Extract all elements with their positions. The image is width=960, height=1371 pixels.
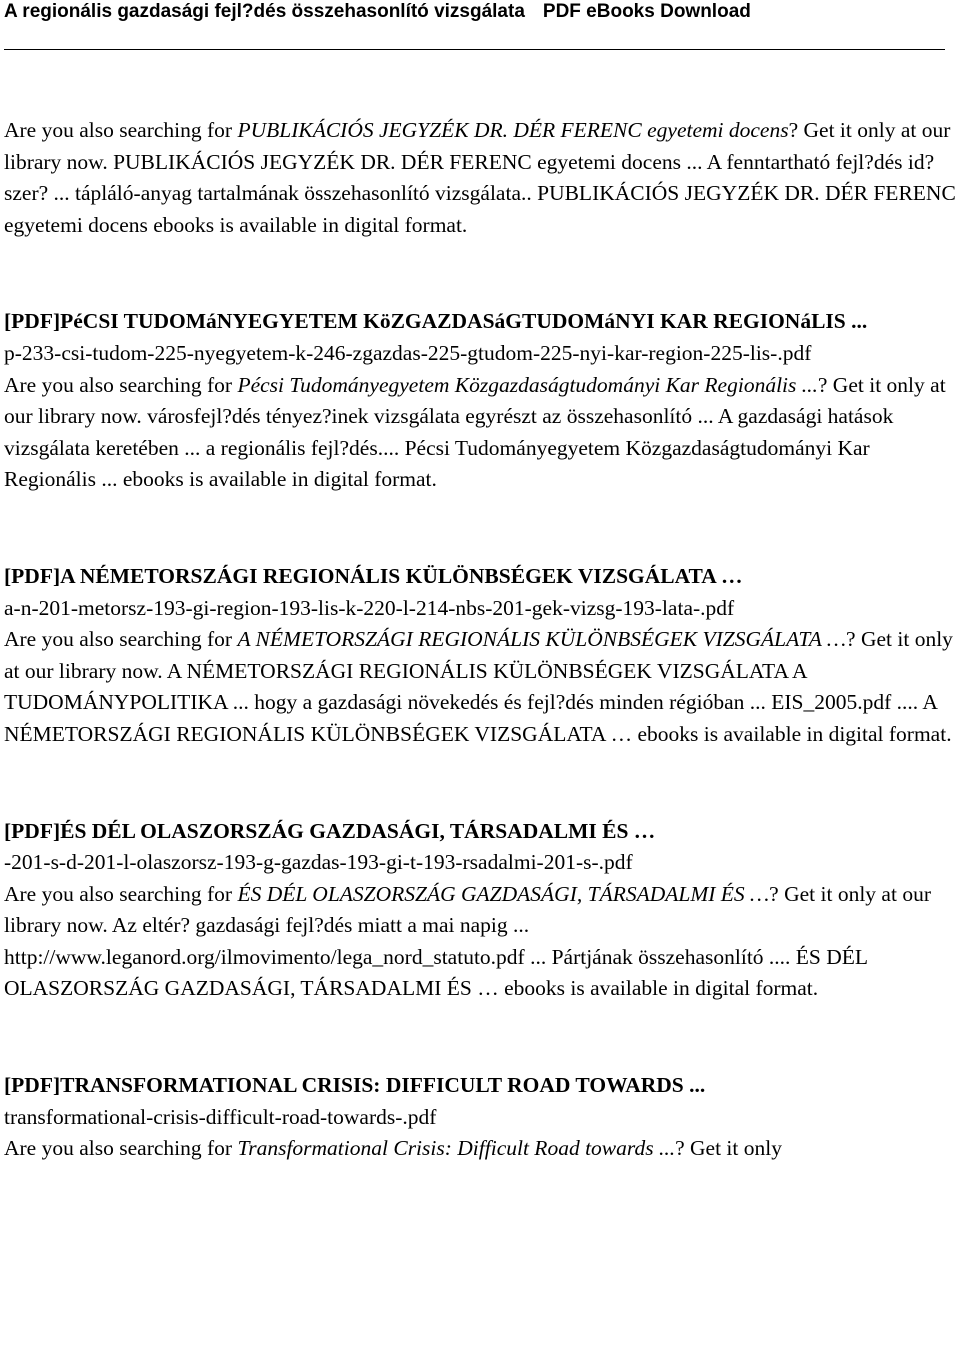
entry-query: A NÉMETORSZÁGI REGIONÁLIS KÜLÖNBSÉGEK VIZSGÁLATA … xyxy=(237,627,847,652)
entry-query: Transformational Crisis: Difficult Road towards ... xyxy=(237,1136,676,1161)
entry-title-link[interactable]: [PDF]ÉS DÉL OLASZORSZÁG GAZDASÁGI, TÁRSADALMI ÉS … xyxy=(4,818,656,843)
entry-rest: ? Get it only at our library now. városfejl?dés tényez?inek vizsgálata egyrészt az összehasonlító ... A gazdasági hatások vizsgálata keretében ... a regionális fejl?dés.... Pécsi Tudományegyetem Közgazdaságtudományi Kar Regionális ... ebooks is available in digital format. xyxy=(4,372,946,492)
intro-rest: ? Get it only at our library now. PUBLIKÁCIÓS JEGYZÉK DR. DÉR FERENC egyetemi docens ... A fenntartható fejl?dés id?szer? ... tápláló-anyag tartalmának összehasonlító vizsgálata.. PUBLIKÁCIÓS JEGYZÉK DR. DÉR FERENC egyetemi docens ebooks is available in digital format. xyxy=(4,118,956,237)
entry-filename: -201-s-d-201-l-olaszorsz-193-g-gazdas-193-gi-t-193-rsadalmi-201-s-.pdf xyxy=(4,850,633,875)
entry-prefix: Are you also searching for xyxy=(4,1136,238,1161)
intro-paragraph xyxy=(4,115,956,241)
entry-query: Pécsi Tudományegyetem Közgazdaságtudományi Kar Regionális ... xyxy=(237,372,818,397)
header-title: A regionális gazdasági fejl?dés összehasonlító vizsgálata xyxy=(4,1,525,22)
result-entry xyxy=(4,561,956,751)
entry-description xyxy=(4,879,956,1005)
result-entry xyxy=(4,816,956,1006)
entry-title-link[interactable]: [PDF]A NÉMETORSZÁGI REGIONÁLIS KÜLÖNBSÉGEK VIZSGÁLATA … xyxy=(4,563,743,588)
entry-filename: transformational-crisis-difficult-road-towards-.pdf xyxy=(4,1104,437,1129)
entry-rest: ? Get it only at our library now. A NÉMETORSZÁGI REGIONÁLIS KÜLÖNBSÉGEK VIZSGÁLATA A TUDOMÁNYPOLITIKA ... hogy a gazdasági növekedés és fejl?dés minden régióban ... EIS_2005.pdf .... A NÉMETORSZÁGI REGIONÁLIS KÜLÖNBSÉGEK VIZSGÁLATA … ebooks is available in digital format. xyxy=(4,627,953,746)
entry-description xyxy=(4,370,956,496)
entry-query: ÉS DÉL OLASZORSZÁG GAZDASÁGI, TÁRSADALMI ÉS … xyxy=(237,881,770,906)
entry-description xyxy=(4,624,956,750)
entry-rest: ? Get it only xyxy=(675,1136,782,1161)
entry-rest: ? Get it only at our library now. Az eltér? gazdasági fejl?dés miatt a mai napig ... http://www.leganord.org/ilmovimento/lega_nord_statuto.pdf ... Pártjának összehasonlító .... ÉS DÉL OLASZORSZÁG GAZDASÁGI, TÁRSADALMI ÉS … ebooks is available in digital format. xyxy=(4,881,931,1001)
entry-title-link[interactable]: [PDF]TRANSFORMATIONAL CRISIS: DIFFICULT ROAD TOWARDS ... xyxy=(4,1073,706,1098)
entry-prefix: Are you also searching for xyxy=(4,881,238,906)
intro-text xyxy=(4,115,956,241)
entry-prefix: Are you also searching for xyxy=(4,627,238,652)
entry-filename: p-233-csi-tudom-225-nyegyetem-k-246-zgazdas-225-gtudom-225-nyi-kar-region-225-lis-.pdf xyxy=(4,340,812,365)
header-subtitle: PDF eBooks Download xyxy=(542,1,751,22)
result-entry xyxy=(4,306,956,496)
page-header xyxy=(0,0,960,50)
entry-description xyxy=(4,1133,956,1165)
intro-prefix: Are you also searching for xyxy=(4,118,238,142)
intro-query: PUBLIKÁCIÓS JEGYZÉK DR. DÉR FERENC egyetemi docens xyxy=(237,118,789,142)
results-list xyxy=(4,115,956,1230)
entry-prefix: Are you also searching for xyxy=(4,372,238,397)
entry-filename: a-n-201-metorsz-193-gi-region-193-lis-k-220-l-214-nbs-201-gek-vizsg-193-lata-.pdf xyxy=(4,595,735,620)
header-divider xyxy=(4,49,945,50)
entry-title-link[interactable]: [PDF]PéCSI TUDOMáNYEGYETEM KöZGAZDASáGTUDOMáNYI KAR REGIONáLIS ... xyxy=(4,309,868,334)
result-entry xyxy=(4,1070,956,1165)
page-title xyxy=(4,0,751,24)
